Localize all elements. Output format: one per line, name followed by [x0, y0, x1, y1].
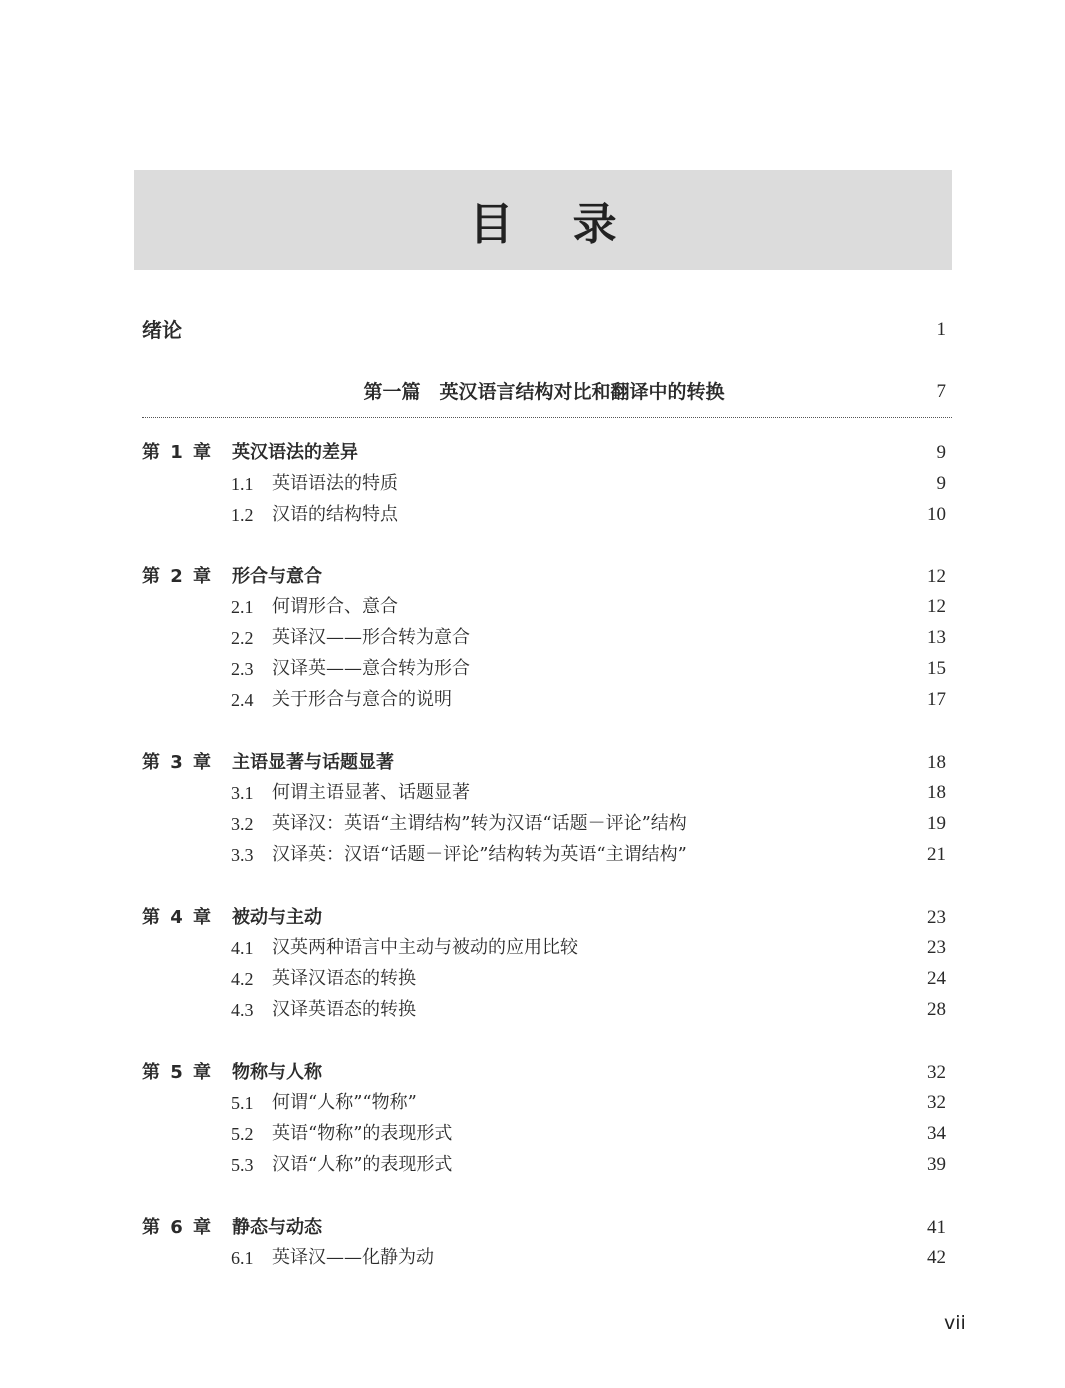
section-title: 英译汉——形合转为意合	[272, 627, 470, 648]
page-folio: vii	[944, 1312, 966, 1334]
toc-section[interactable]	[142, 1088, 946, 1118]
section-number: 1.2	[231, 505, 254, 525]
page-title: 目 录	[469, 199, 639, 250]
section-title: 汉译英：汉语“话题－评论”结构转为英语“主谓结构”	[272, 844, 687, 865]
toc-page-number: 12	[927, 596, 946, 617]
section-title: 英译汉——化静为动	[272, 1247, 434, 1268]
toc-page-number: 7	[936, 381, 946, 402]
toc-title-banner	[134, 170, 952, 270]
section-number: 2.1	[231, 597, 254, 617]
section-title: 汉语的结构特点	[272, 504, 398, 525]
section-number: 3.3	[231, 845, 254, 865]
toc-page-number: 1	[936, 319, 946, 340]
toc-section[interactable]	[142, 809, 946, 839]
toc-page-number: 34	[927, 1123, 946, 1144]
toc-entry-label: 绪论	[142, 318, 182, 342]
section-number: 2.3	[231, 659, 254, 679]
section-title: 英译汉语态的转换	[272, 968, 416, 989]
section-title: 关于形合与意合的说明	[272, 689, 452, 710]
section-number: 4.3	[231, 1000, 254, 1020]
dotted-divider	[142, 417, 952, 418]
toc-section[interactable]	[142, 623, 946, 653]
toc-page-number: 15	[927, 658, 946, 679]
toc-page-number: 28	[927, 999, 946, 1020]
toc-page-number: 17	[927, 689, 946, 710]
toc-page-number: 12	[927, 566, 946, 587]
toc-section[interactable]	[142, 685, 946, 715]
chapter-title: 被动与主动	[232, 907, 322, 928]
chapter-title: 静态与动态	[232, 1217, 322, 1238]
chapter-number: 第 4 章	[142, 907, 212, 928]
toc-chapter-2[interactable]	[142, 562, 946, 592]
toc-page-number: 13	[927, 627, 946, 648]
toc-section[interactable]	[142, 592, 946, 622]
section-title: 英语“物称”的表现形式	[272, 1123, 453, 1144]
toc-section[interactable]	[142, 1243, 946, 1273]
chapter-number: 第 1 章	[142, 442, 212, 463]
section-number: 3.2	[231, 814, 254, 834]
toc-section[interactable]	[142, 654, 946, 684]
toc-section[interactable]	[142, 1150, 946, 1180]
chapter-title: 英汉语法的差异	[232, 442, 358, 463]
toc-page-number: 32	[927, 1062, 946, 1083]
toc-section[interactable]	[142, 778, 946, 808]
toc-page-number: 9	[936, 473, 946, 494]
section-number: 3.1	[231, 783, 254, 803]
section-number: 5.3	[231, 1155, 254, 1175]
toc-part-label: 第一篇 英汉语言结构对比和翻译中的转换	[363, 381, 725, 403]
toc-page-number: 18	[927, 752, 946, 773]
section-number: 1.1	[231, 474, 254, 494]
section-title: 汉英两种语言中主动与被动的应用比较	[272, 937, 578, 958]
toc-page-number: 19	[927, 813, 946, 834]
toc-section[interactable]	[142, 500, 946, 530]
chapter-title: 主语显著与话题显著	[232, 752, 394, 773]
toc-entry-intro[interactable]	[142, 315, 946, 345]
chapter-title: 形合与意合	[232, 566, 322, 587]
toc-chapter-4[interactable]	[142, 903, 946, 933]
toc-chapter-5[interactable]	[142, 1058, 946, 1088]
section-number: 5.2	[231, 1124, 254, 1144]
toc-page-number: 39	[927, 1154, 946, 1175]
chapter-title: 物称与人称	[232, 1062, 322, 1083]
toc-page-number: 42	[927, 1247, 946, 1268]
toc-chapter-6[interactable]	[142, 1213, 946, 1243]
section-number: 5.1	[231, 1093, 254, 1113]
chapter-number: 第 2 章	[142, 566, 212, 587]
toc-page-number: 23	[927, 937, 946, 958]
toc-part-heading[interactable]	[142, 377, 946, 407]
toc-section[interactable]	[142, 469, 946, 499]
toc-chapter-3[interactable]	[142, 748, 946, 778]
section-title: 何谓“人称”“物称”	[272, 1092, 417, 1113]
toc-page-number: 10	[927, 504, 946, 525]
toc-chapter-1[interactable]	[142, 438, 946, 468]
section-number: 2.4	[231, 690, 254, 710]
section-number: 4.2	[231, 969, 254, 989]
section-title: 汉译英语态的转换	[272, 999, 416, 1020]
chapter-number: 第 3 章	[142, 752, 212, 773]
section-title: 英语语法的特质	[272, 473, 398, 494]
toc-page-number: 18	[927, 782, 946, 803]
toc-page-number: 41	[927, 1217, 946, 1238]
toc-section[interactable]	[142, 1119, 946, 1149]
toc-section[interactable]	[142, 964, 946, 994]
section-title: 何谓形合、意合	[272, 596, 398, 617]
section-title: 何谓主语显著、话题显著	[272, 782, 470, 803]
section-title: 汉语“人称”的表现形式	[272, 1154, 453, 1175]
toc-page-number: 9	[936, 442, 946, 463]
section-number: 6.1	[231, 1248, 254, 1268]
toc-section[interactable]	[142, 933, 946, 963]
section-title: 英译汉：英语“主谓结构”转为汉语“话题－评论”结构	[272, 813, 687, 834]
toc-page-number: 23	[927, 907, 946, 928]
section-number: 4.1	[231, 938, 254, 958]
section-title: 汉译英——意合转为形合	[272, 658, 470, 679]
toc-page-number: 21	[927, 844, 946, 865]
toc-section[interactable]	[142, 995, 946, 1025]
chapter-number: 第 5 章	[142, 1062, 212, 1083]
toc-page-number: 24	[927, 968, 946, 989]
toc-page-number: 32	[927, 1092, 946, 1113]
chapter-number: 第 6 章	[142, 1217, 212, 1238]
toc-section[interactable]	[142, 840, 946, 870]
section-number: 2.2	[231, 628, 254, 648]
